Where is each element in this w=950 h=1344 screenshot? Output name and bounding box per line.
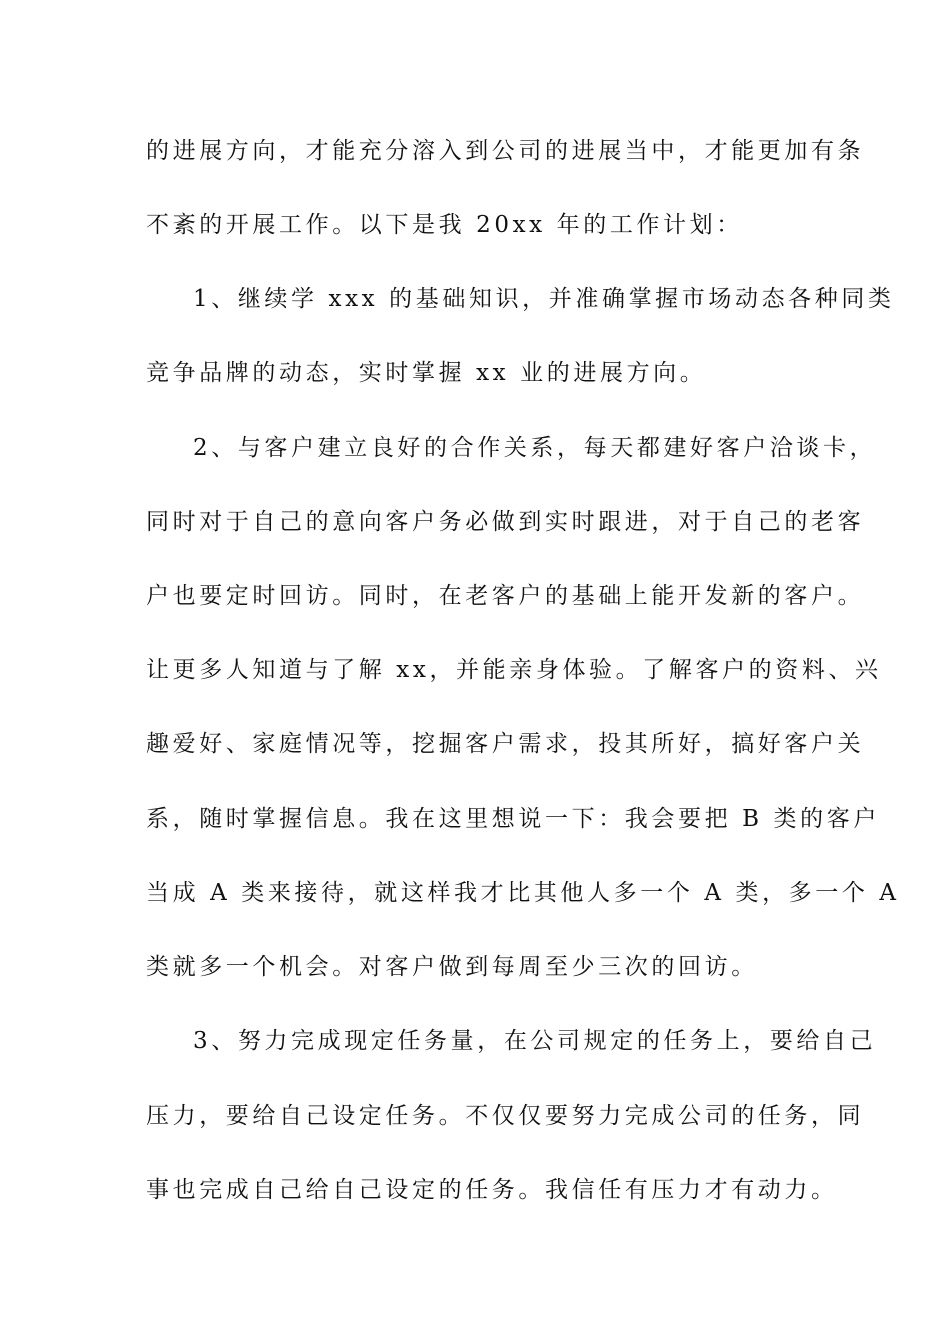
text-line: 让更多人知道与了解 xx，并能亲身体验。了解客户的资料、兴 (146, 657, 882, 683)
text-line: 类就多一个机会。对客户做到每周至少三次的回访。 (146, 954, 758, 980)
text-line: 的进展方向，才能充分溶入到公司的进展当中，才能更加有条 (146, 138, 865, 164)
text-line: 系，随时掌握信息。我在这里想说一下：我会要把 B 类的客户 (146, 806, 880, 832)
text-line: 压力，要给自己设定任务。不仅仅要努力完成公司的任务，同 (146, 1103, 865, 1129)
text-line: 不紊的开展工作。以下是我 20xx 年的工作计划： (146, 212, 743, 238)
text-line: 事也完成自己给自己设定的任务。我信任有压力才有动力。 (146, 1177, 838, 1203)
paragraph-item-3-start: 3、努力完成现定任务量，在公司规定的任务上，要给自己 (193, 1028, 877, 1054)
text-line: 同时对于自己的意向客户务必做到实时跟进，对于自己的老客 (146, 509, 865, 535)
text-line: 竞争品牌的动态，实时掌握 xx 业的进展方向。 (146, 360, 707, 386)
paragraph-item-1-start: 1、继续学 xxx 的基础知识，并准确掌握市场动态各种同类 (193, 286, 895, 312)
text-line: 户也要定时回访。同时，在老客户的基础上能开发新的客户。 (146, 583, 865, 609)
text-line: 当成 A 类来接待，就这样我才比其他人多一个 A 类，多一个 A (146, 880, 900, 906)
text-line: 趣爱好、家庭情况等，挖掘客户需求，投其所好，搞好客户关 (146, 731, 865, 757)
paragraph-item-2-start: 2、与客户建立良好的合作关系，每天都建好客户洽谈卡， (193, 435, 877, 461)
